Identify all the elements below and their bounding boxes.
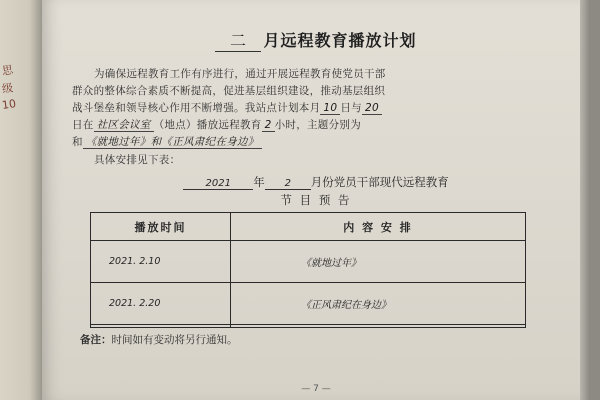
column-header-time: 播放时间 (91, 213, 231, 241)
paragraph-line: 具体安排见下表： (94, 154, 181, 166)
table-cell-content (231, 325, 526, 328)
paragraph-line: 群众的整体综合素质不断提高，促进基层组织建设，推动基层组织 (72, 85, 386, 97)
schedule-table (90, 212, 526, 328)
footnote-label: 备注： (80, 334, 112, 346)
footnote (80, 332, 238, 347)
left-margin-mark: 思 (1, 63, 14, 78)
paragraph-line: 为确保远程教育工作有序进行，通过开展远程教育使党员干部 (94, 68, 386, 80)
left-page-edge (0, 0, 42, 400)
handwritten-day-1: 10 (320, 102, 340, 115)
column-header-content: 内 容 安 排 (231, 213, 526, 241)
title-text: 月远程教育播放计划 (263, 31, 417, 50)
paragraph-line: 日在 社区会议室 （地点）播放远程教育 2 小时，主题分别为 (72, 119, 361, 131)
handwritten-month: 2 (265, 178, 311, 190)
table-row (91, 283, 526, 325)
table-cell-date (91, 325, 231, 328)
table-cell-content: 《就地过年》 (231, 241, 526, 283)
title-month-blank: 二 (215, 28, 261, 52)
page-number: — 7 — (301, 384, 331, 394)
handwritten-topics: 《就地过年》和《正风肃纪在身边》 (83, 136, 262, 149)
paragraph-line: 战斗堡垒和领导核心作用不断增强。我站点计划本月 10 日与 20 (72, 100, 542, 116)
table-row (91, 325, 526, 328)
table-cell-date: 2021. 2.20 (91, 283, 231, 325)
left-margin-mark: 级 (1, 81, 14, 96)
handwritten-location: 社区会议室 (94, 119, 154, 132)
paragraph-line: 和 《就地过年》和《正风肃纪在身边》 (72, 134, 542, 150)
handwritten-hours: 2 (262, 119, 275, 132)
schedule-heading: 2021 年 2 月份党员干部现代远程教育 (42, 174, 590, 190)
table-cell-content: 《正风肃纪在身边》 (231, 283, 526, 325)
left-margin-mark: 10 (1, 97, 17, 112)
table-header-row (91, 213, 526, 241)
schedule-subtitle: 节 目 预 告 (280, 193, 352, 207)
handwritten-year: 2021 (183, 178, 253, 190)
table-row (91, 241, 526, 283)
document-title (42, 28, 590, 52)
document-page (42, 0, 590, 400)
footnote-text: 时间如有变动将另行通知。 (111, 334, 238, 346)
handwritten-day-2: 20 (362, 102, 382, 115)
table-cell-date: 2021. 2.10 (91, 241, 231, 283)
